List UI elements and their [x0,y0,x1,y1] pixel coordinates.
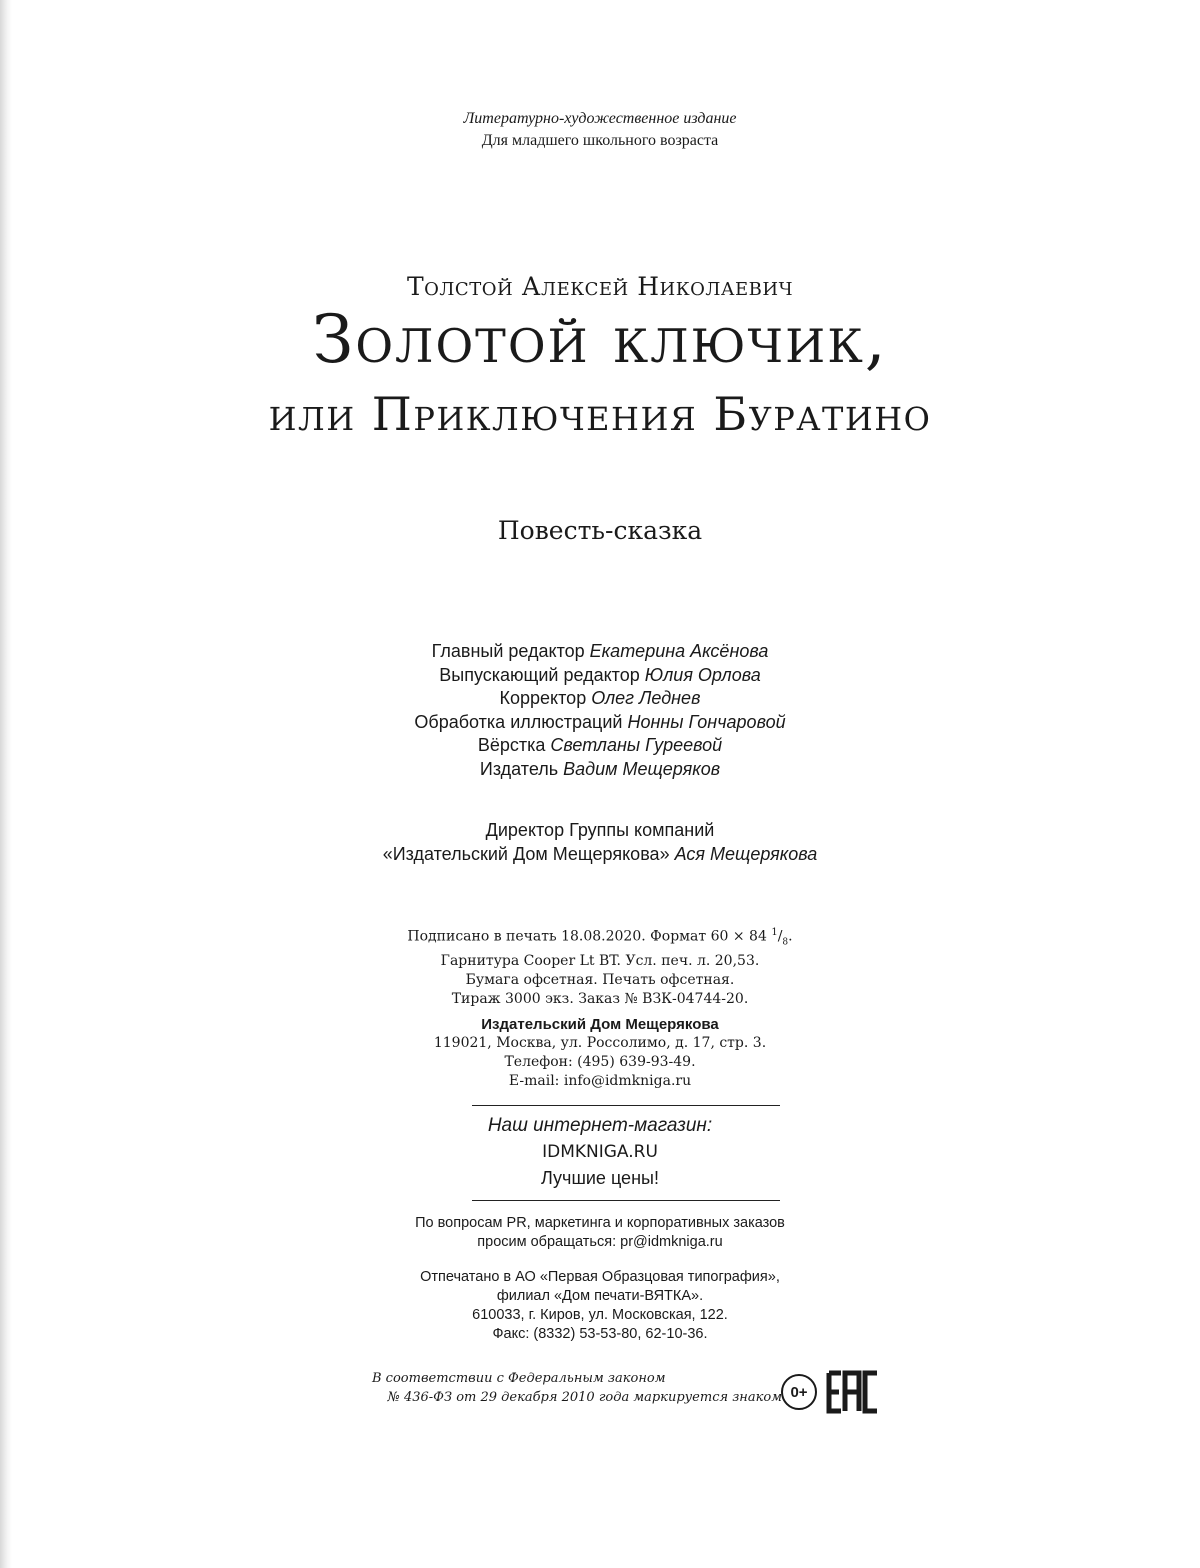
shop-heading: Наш интернет-магазин: [487,1115,713,1136]
format-denominator: 8 [782,937,789,948]
printing-house [0,1268,1200,1344]
credits-list [0,640,1200,781]
pr-line1: По вопросам PR, маркетинга и корпоративных заказов [415,1215,785,1231]
book-title-line2: или Приключения Буратино [268,387,932,441]
printed-line1: Отпечатано в АО «Первая Образцовая типография», [420,1269,780,1285]
printed-line2: филиал «Дом печати-ВЯТКА». [496,1288,704,1304]
printed-line4: Факс: (8332) 53-53-80, 62-10-36. [492,1326,708,1342]
publisher-email[interactable]: E-mail: info@idmkniga.ru [508,1073,692,1089]
law-line2: № 436-ФЗ от 29 декабря 2010 года маркируется знаком [387,1390,782,1405]
shop-slogan: Лучшие цены! [541,1168,659,1188]
shop-site-link[interactable]: IDMKNIGA.RU [542,1142,658,1162]
edition-info [0,108,1200,152]
book-subtitle: Повесть-сказка [497,516,703,545]
publisher-info [0,1015,1200,1091]
pr-contact [0,1214,1200,1252]
printed-line3: 610033, г. Киров, ул. Московская, 122. [472,1307,728,1323]
age-rating-icon: 0+ [781,1374,817,1410]
credit-row [0,664,1200,688]
credit-role: Выпускающий редактор [439,664,640,685]
director-company: «Издательский Дом Мещерякова» [382,844,670,864]
director-company-line [0,842,1200,866]
format-period: . [788,928,793,945]
publisher-address: 119021, Москва, ул. Россолимо, д. 17, стр. 3. [433,1035,767,1051]
credit-row [0,758,1200,782]
credit-name: Юлия Орлова [644,664,761,685]
print-info-run: Тираж 3000 экз. Заказ № ВЗК-04744-20. [451,991,749,1008]
publisher-name: Издательский Дом Мещерякова [481,1016,719,1033]
print-info-typeface: Гарнитура Cooper Lt BT. Усл. печ. л. 20,53. [440,953,760,970]
eac-logo-icon [826,1370,880,1414]
print-info-paper: Бумага офсетная. Печать офсетная. [465,972,735,989]
credit-role: Вёрстка [477,735,546,755]
credit-name: Светланы Гуреевой [550,735,723,755]
online-shop [0,1113,1200,1191]
divider-top [472,1105,780,1106]
edition-type: Литературно-художественное издание [463,110,737,127]
credit-row [0,711,1200,735]
director-name: Ася Мещерякова [674,844,818,864]
director-title: Директор Группы компаний [485,820,715,840]
credit-row [0,687,1200,711]
print-info [0,923,1200,1009]
credit-name: Олег Леднев [591,688,701,708]
pr-line2: просим обращаться: pr@idmkniga.ru [477,1234,723,1250]
book-author: Толстой Алексей Николаевич [406,272,794,301]
credit-name: Вадим Мещеряков [563,758,721,779]
print-signed-format: Подписано в печать 18.08.2020. Формат 60 × 84 [407,928,767,945]
director-info [0,818,1200,866]
law-line1: В соответствии с Федеральным законом [372,1371,666,1386]
credit-row [0,640,1200,664]
print-info-line1: Подписано в печать 18.08.2020. Формат 60 × 84 $^1/_8$. [407,927,793,948]
credit-role: Корректор [499,688,587,708]
credit-name: Екатерина Аксёнова [589,641,769,661]
publisher-phone: Телефон: (495) 639-93-49. [504,1054,696,1070]
format-numerator: 1 [771,927,778,938]
book-title-line1: Золотой ключик, [312,301,888,378]
divider-bottom [472,1200,780,1201]
credit-role: Главный редактор [431,641,585,661]
edition-age: Для младшего школьного возраста [481,132,719,149]
credit-name: Нонны Гончаровой [627,711,786,732]
credit-row [0,734,1200,758]
credit-role: Издатель [479,758,559,779]
law-notice [372,1369,782,1407]
credit-role: Обработка иллюстраций [414,711,623,732]
